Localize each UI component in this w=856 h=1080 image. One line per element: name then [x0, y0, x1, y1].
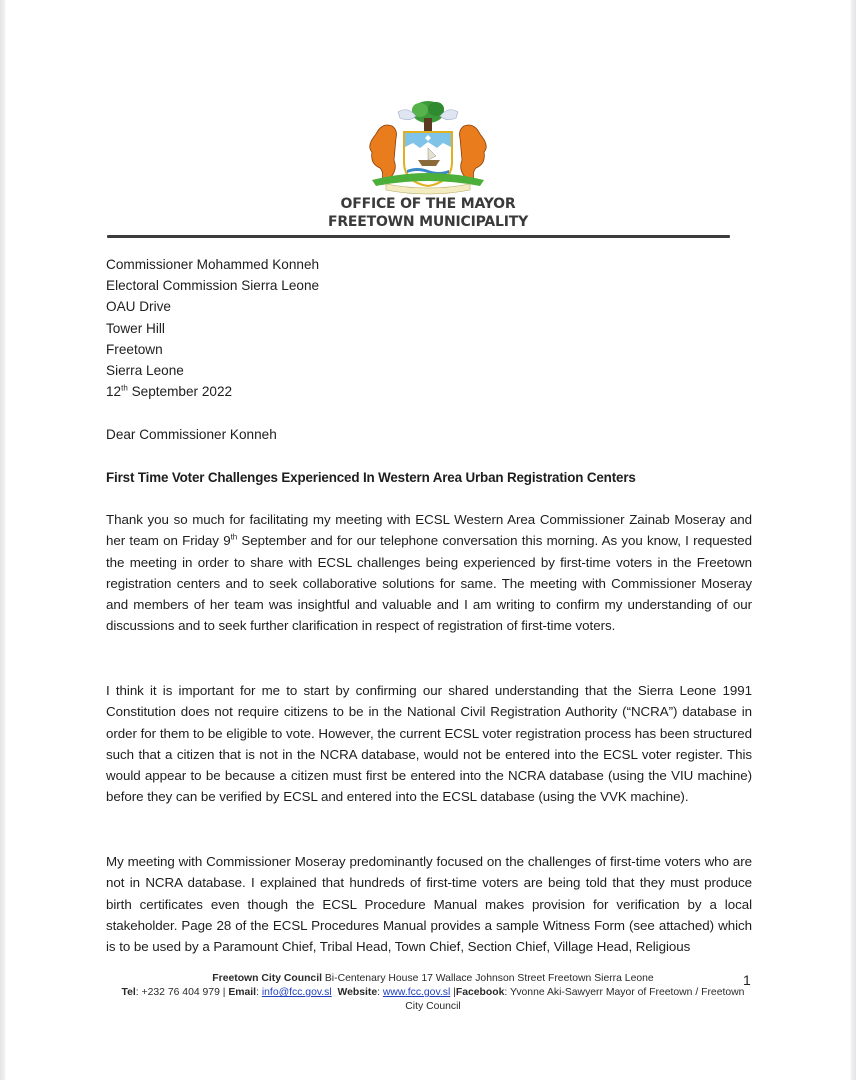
footer-address-line: Freetown City Council Bi-Centenary House 17 Wallace Johnson Street Freetown Sierra Leone — [212, 973, 654, 984]
body-paragraph-3: My meeting with Commissioner Moseray predominantly focused on the challenges of first-time voters who are not in NCRA database. I explained that hundreds of first-time voters are being told that they must produce birth certificates even though the ECSL Procedure Manual makes provision for verification by a local stakeholder. Page 28 of the ECSL Procedures Manual provides a sample Witness Form (see attached) which is to be used by a Paramount Chief, Tribal Head, Town Chief, Section Chief, Village Head, Religious — [106, 854, 752, 955]
website-link[interactable]: www.fcc.gov.sl — [382, 987, 451, 998]
office-title: OFFICE OF THE MAYOR — [340, 196, 516, 212]
recipient-organization: Electoral Commission Sierra Leone — [106, 278, 320, 294]
body-paragraph-2: I think it is important for me to start by confirming our shared understanding that the Sierra Leone 1991 Constitution does not require citizens to be in the National Civil Registration Authority (“NCRA”) database in order for them to be eligible to vote. However, the current ECSL voter registration process has been structured such that a citizen that is not in the NCRA database, would not be entered into the ECSL voter register. This would appear to be because a citizen must first be entered into the NCRA database (using the VIU machine) before they can be verified by ECSL and entered into the ECSL database (using the VVK machine). — [106, 683, 752, 805]
coat-of-arms-icon — [358, 98, 498, 196]
recipient-city: Freetown — [106, 341, 163, 357]
recipient-area: Tower Hill — [106, 320, 165, 336]
footer-contact-line: Tel: +232 76 404 979 | Email: info@fcc.gov.sl Website: www.fcc.gov.sl |Facebook: Yvonne Aki-Sawyerr Mayor of Freetown / Freetown City Council — [121, 987, 745, 1012]
email-link[interactable]: info@fcc.gov.sl — [261, 987, 332, 998]
recipient-address — [106, 254, 752, 402]
body-paragraph-1: Thank you so much for facilitating my meeting with ECSL Western Area Commissioner Zainab Moseray and her team on Friday 9th September and for our telephone conversation this morning. As you know, I requested the meeting in order to share with ECSL challenges being experienced by first-time voters in the Freetown registration centers and to seek collaborative solutions for same. The meeting with Commissioner Moseray and members of her team was insightful and valuable and I am writing to confirm my understanding of our discussions and to seek further clarification in respect of registration of first-time voters. — [106, 512, 752, 634]
header-divider — [107, 235, 730, 238]
municipality-title: FREETOWN MUNICIPALITY — [327, 214, 529, 230]
letterhead — [0, 98, 856, 196]
recipient-country: Sierra Leone — [106, 362, 184, 378]
subject-heading: First Time Voter Challenges Experienced In Western Area Urban Registration Centers — [106, 470, 636, 485]
page-footer — [120, 972, 746, 1014]
salutation: Dear Commissioner Konneh — [106, 427, 277, 442]
letter-date: 12th September 2022 — [106, 383, 233, 400]
page-number: 1 — [743, 972, 751, 988]
recipient-name: Commissioner Mohammed Konneh — [106, 257, 320, 272]
recipient-street: OAU Drive — [106, 299, 171, 315]
